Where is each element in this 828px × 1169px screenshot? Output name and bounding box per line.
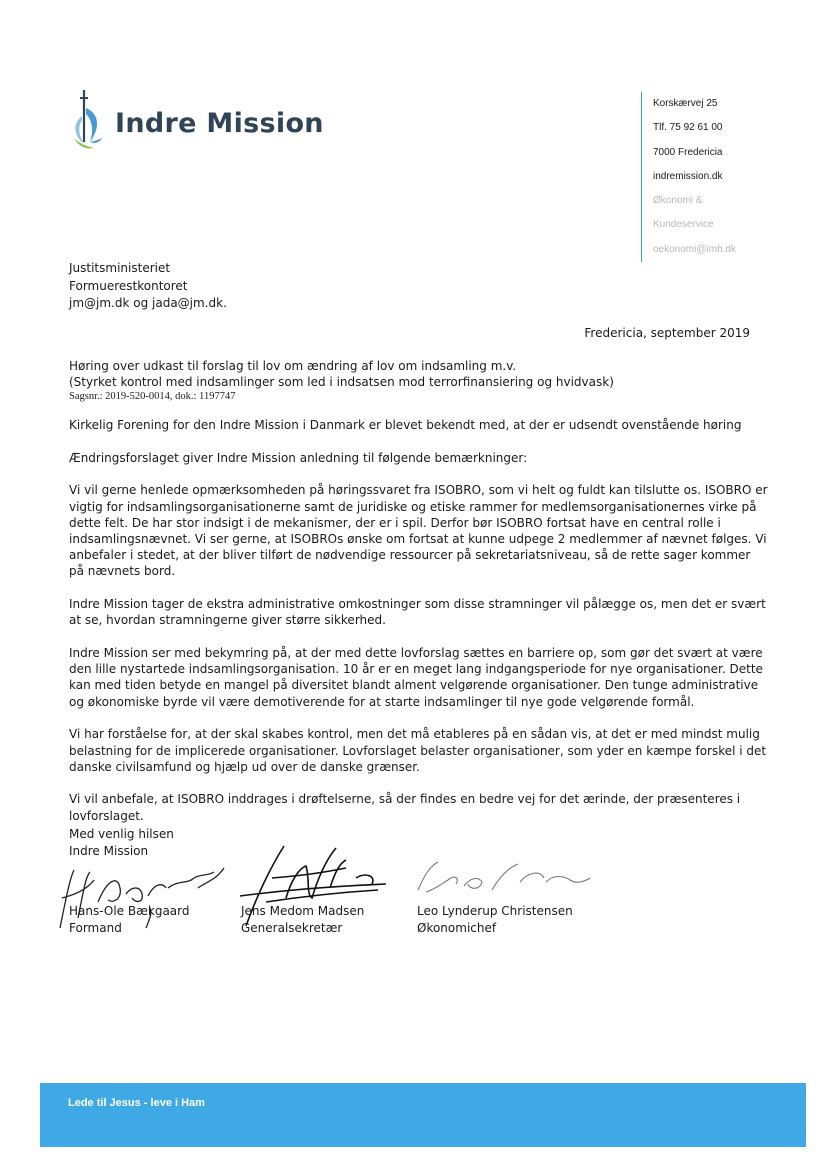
contact-info (641, 92, 803, 262)
contact-website: indremission.dk (653, 170, 723, 182)
contact-address: Korskærvej 25 (653, 98, 718, 109)
body-paragraph: Vi har forståelse for, at der skal skabes kontrol, men det må etableres på en sådan vis, at det er med mindst mulig belastning for de implicerede organisationer. Lovforslaget belaster organisationer, som yder en kæmpe forskel i det danske civilsamfund og hjælp ud over de danske grænser. (69, 727, 767, 774)
signatory-title: Generalsekretær (241, 920, 343, 935)
signatory-name: Leo Lynderup Christensen (417, 904, 573, 918)
body-paragraph: Kirkelig Forening for den Indre Mission i Danmark er blevet bekendt med, at der er udsendt ovenstående høring (69, 418, 742, 432)
cross-flame-logo-icon (70, 88, 114, 152)
contact-city: 7000 Fredericia (653, 146, 723, 158)
footer-band (40, 1083, 806, 1147)
closing (69, 826, 174, 859)
body-paragraph: Ændringsforslaget giver Indre Mission anledning til følgende bemærkninger: (69, 450, 528, 465)
logo-wordmark: Indre Mission (115, 108, 324, 139)
contact-department-2: Kundeservice (653, 219, 714, 231)
closing-greeting: Med venlig hilsen (69, 827, 174, 841)
subject-block (69, 358, 769, 404)
footer-tagline: Lede til Jesus - leve i Ham (68, 1097, 205, 1109)
signatory-title: Økonomichef (417, 920, 497, 935)
signatory-3 (417, 903, 573, 936)
signatory-name: Hans-Ole Bækgaard (69, 904, 190, 918)
body-paragraph: Indre Mission tager de ekstra administrative omkostninger som disse stramninger vil pålægge os, men det er svært at se, hvordan stramningerne giver større sikkerhed. (69, 597, 766, 628)
body-paragraph: Vi vil anbefale, at ISOBRO inddrages i drøftelserne, så der findes en bedre vej for det ærinde, der præsenteres i lovforslaget. (69, 792, 741, 823)
letter-body (69, 417, 769, 840)
signatory-1 (69, 903, 190, 936)
contact-email: oekonomi@imh.dk (653, 243, 736, 255)
recipient-line: jm@jm.dk og jada@jm.dk. (69, 296, 227, 310)
signatory-name: Jens Medom Madsen (241, 904, 365, 918)
body-paragraph: Vi vil gerne henlede opmærksomheden på høringssvaret fra ISOBRO, som vi helt og fuldt kan tilslutte os. ISOBRO er vigtig for indsamlingsorganisationerne samt de juridiske og etiske rammer for medlemsorganisationernes virke på dette felt. De har stor indsigt i de mekanismer, der er i spil. Derfor bør ISOBRO fortsat have en central rolle i indsamlingsnævnet. Vi ser gerne, at ISOBROs ønske om fortsat at kunne udpege 2 medlemmer af nævnet følges. Vi anbefaler i stedet, at der bliver tilført de nødvendige ressourcer på sekretariatsniveau, så de rette sager kommer på nævnets bord. (69, 483, 768, 579)
place-and-date: Fredericia, september 2019 (584, 326, 750, 340)
signature-leo (408, 852, 598, 902)
body-paragraph: Indre Mission ser med bekymring på, at der med dette lovforslag sættes en barriere op, som gør det svært at være den lille nystartede indsamlingsorganisation. 10 år er en meget lang indgangsperiode for nye organisationer. Dette kan med tiden betyde en mangel på diversitet blandt alment velgørende organisationer. Den tunge administrative og økonomiske byrde vil være demotiverende for at starte indsamlinger til nye gode velgørende formål. (69, 646, 763, 709)
closing-organization: Indre Mission (69, 843, 149, 858)
recipient-address (69, 260, 227, 313)
subject-title: Høring over udkast til forslag til lov om ændring af lov om indsamling m.v. (69, 359, 517, 373)
indre-mission-logo (70, 88, 324, 156)
signatory-2 (241, 903, 364, 936)
signatory-title: Formand (69, 920, 122, 935)
subject-subtitle: (Styrket kontrol med indsamlinger som led i indsatsen mod terrorfinansiering og hvidvask) (69, 375, 614, 389)
contact-department: Økonomi & (653, 195, 703, 207)
recipient-line: Formuerestkontoret (69, 278, 188, 293)
case-number: Sagsnr.: 2019-520-0014, dok.: 1197747 (69, 391, 236, 402)
recipient-line: Justitsministeriet (69, 261, 171, 275)
contact-phone: Tlf. 75 92 61 00 (653, 122, 723, 134)
